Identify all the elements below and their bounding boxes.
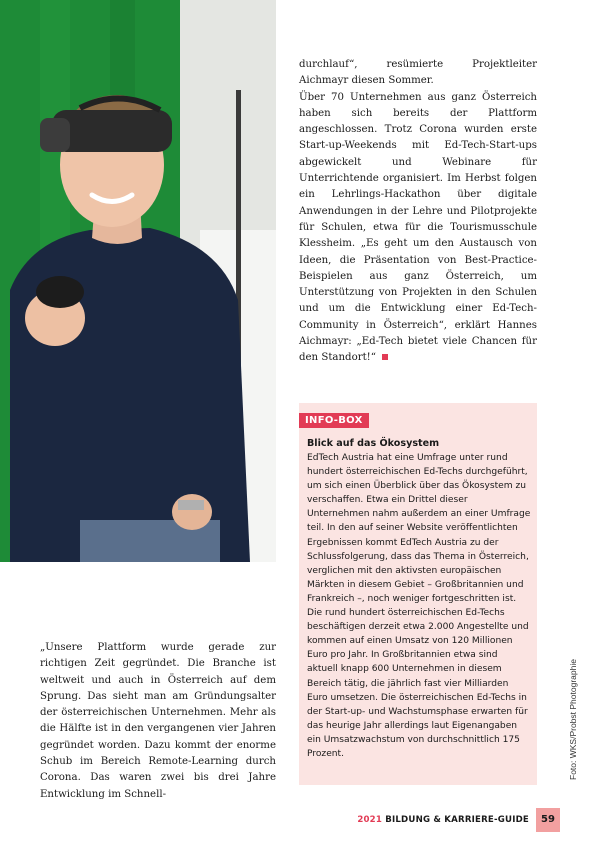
photo-credit: Foto: WKS/Probst Photographie xyxy=(568,659,578,780)
footer-guide-title: BILDUNG & KARRIERE-GUIDE xyxy=(385,815,529,825)
info-box-label: INFO-BOX xyxy=(299,413,369,428)
photo-man-with-vr-headset xyxy=(0,0,276,562)
info-box-title: Blick auf das Ökosystem xyxy=(307,438,440,449)
page-number: 59 xyxy=(536,808,560,832)
article-paragraph-left: „Unsere Plattform wurde gerade zur richtigen Zeit gegründet. Die Branche ist weltweit und auch in Österreich auf dem Sprung. Das sieht man am Gründungsalter der österreichischen Unternehmen. Mehr als die Hälfte ist in den vergangenen vier Jahren gegründet worden. Dazu kommt der enorme Schub im Bereich Remote-Learning durch Corona. Das waren zwei bis drei Jahre Entwicklung im Schnell- xyxy=(40,642,276,800)
article-text-left-column xyxy=(40,640,276,803)
end-of-article-marker xyxy=(382,354,388,360)
info-box-body: EdTech Austria hat eine Umfrage unter rund hundert österreichischen Ed-Techs durchgeführt, um sich einen Überblick über das Ökosystem zu verschaffen. Etwa ein Drittel dieser Unternehmen nahm außerdem an einer Umfrage teil. In den auf seiner Website veröffentlichten Ergebnissen kommt EdTech Austria zu der Schlussfolgerung, dass das Thema in Österreich, verglichen mit den aktivsten europäischen Märkten in diesem Gebiet – Großbritannien und Frankreich –, noch weniger fortgeschritten ist. Die rund hundert österreichischen Ed-Techs beschäftigen derzeit etwa 2.000 Angestellte und kommen auf einen Umsatz von 120 Millionen Euro pro Jahr. In Großbritannien etwa sind aktuell knapp 600 Unternehmen in diesem Bereich tätig, die jährlich fast vier Milliarden Euro umsetzen. Die österreichischen Ed-Techs in der Start-up- und Wachstumsphase erwarten für das heurige Jahr allerdings laut Eigenangaben ein Umsatzwachstum von durchschnittlich 175 Prozent. xyxy=(307,453,531,759)
info-box xyxy=(299,403,537,785)
footer-year: 2021 xyxy=(357,815,383,825)
page-footer xyxy=(357,815,529,825)
photo-illustration xyxy=(0,0,276,562)
article-text-right-column xyxy=(299,57,537,367)
article-paragraph-right: durchlauf“, resümierte Projektleiter Aichmayr diesen Sommer. Über 70 Unternehmen aus ganz Österreich haben sich bereits der Plattform angeschlossen. Trotz Corona wurden erste Start-up-Weekends mit Ed-Tech-Start-ups abgewickelt und Webinare für Unterrichtende organisiert. Im Herbst folgen ein Lehrlings-Hackathon über digitale Anwendungen in der Lehre und Pilotprojekte für Schulen, etwa für die Tourismusschule Klessheim. „Es geht um den Austausch von Ideen, die Präsentation von Best-Practice-Beispielen aus ganz Österreich, um Unterstützung von Projekten in den Schulen und um die Entwicklung einer Ed-Tech-Community in Österreich“, erklärt Hannes Aichmayr: „Ed-Tech bietet viele Chancen für den Standort!“ xyxy=(299,59,537,364)
